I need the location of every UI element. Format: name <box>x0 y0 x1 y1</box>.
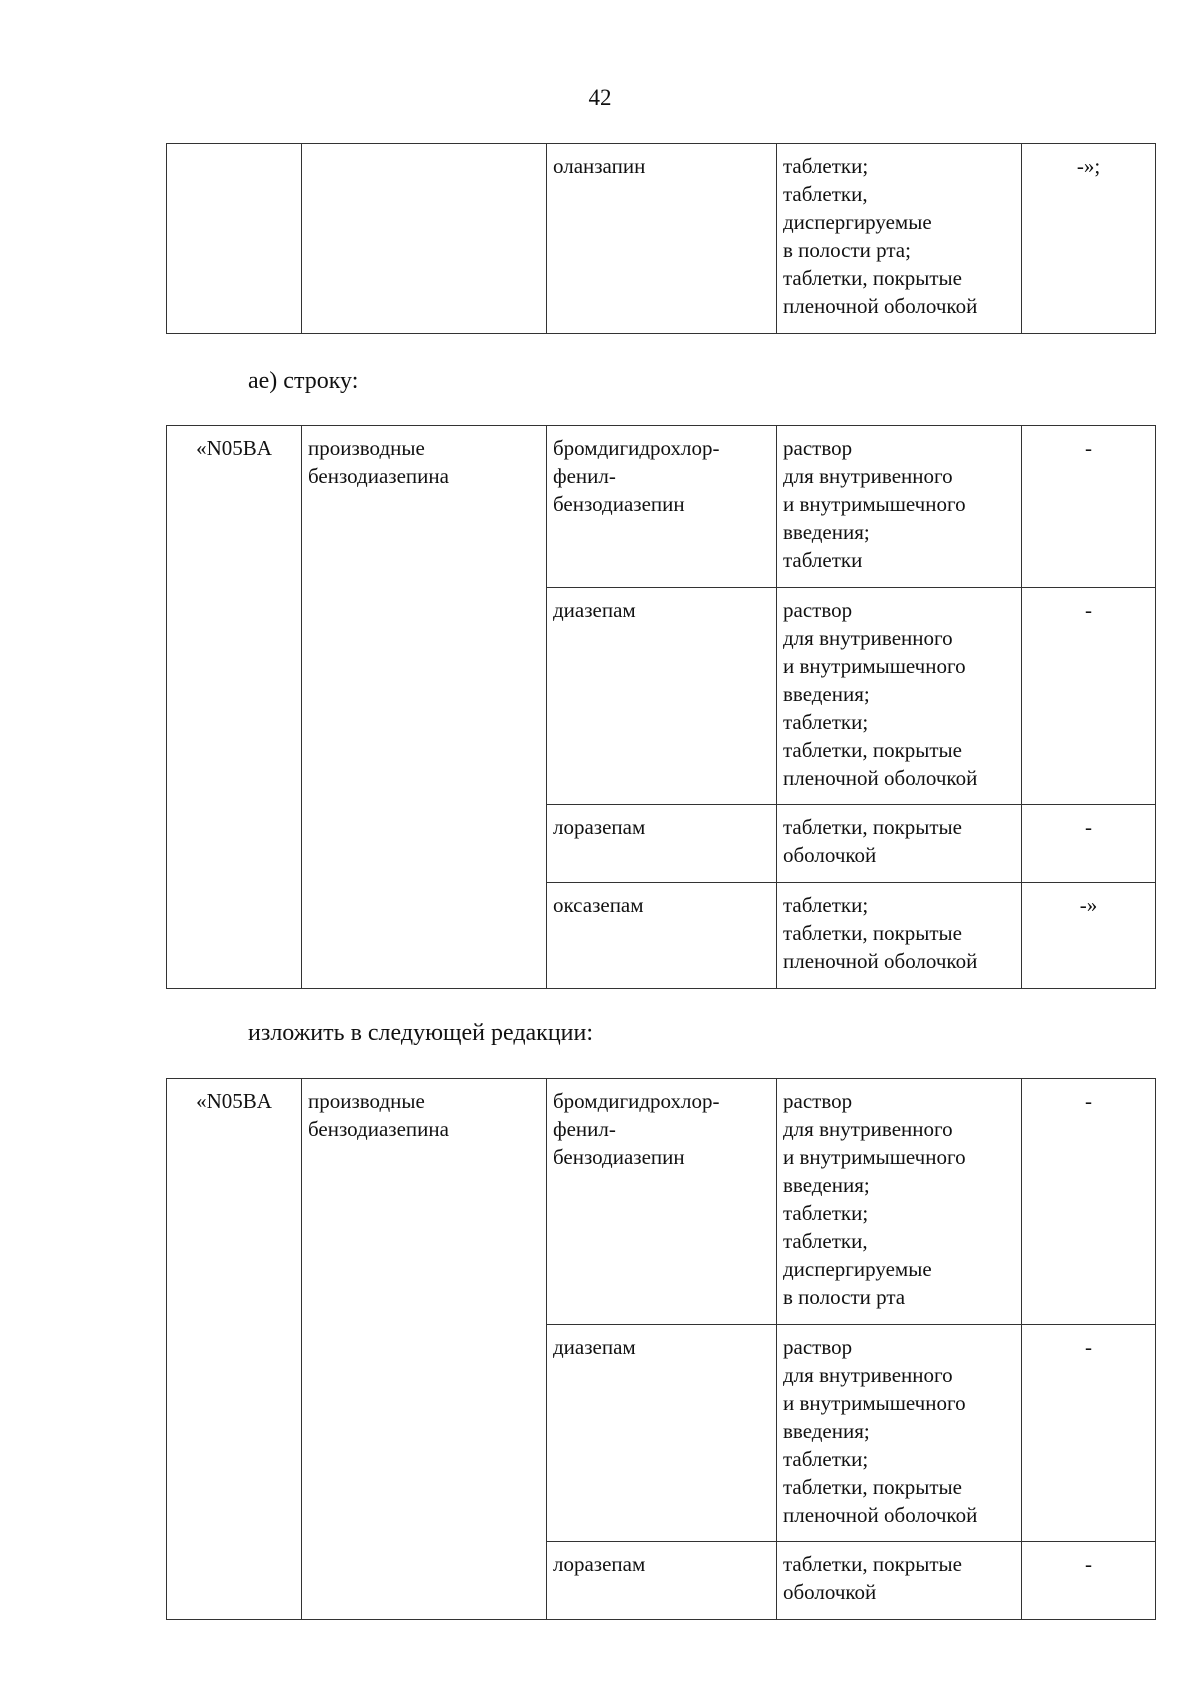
drug-cell: оксазепам <box>547 883 777 989</box>
dosage-forms-cell: раствор для внутривенного и внутримышечного введения; таблетки <box>777 426 1022 588</box>
dosage-forms-cell: таблетки; таблетки, диспергируемые в полости рта; таблетки, покрытые пленочной оболочкой <box>777 144 1022 334</box>
dosage-forms-cell: раствор для внутривенного и внутримышечного введения; таблетки; таблетки, покрытые пленочной оболочкой <box>777 588 1022 805</box>
atc-code-cell <box>167 144 302 334</box>
drug-cell: бромдигидрохлор- фенил- бензодиазепин <box>547 1079 777 1325</box>
note-cell: - <box>1022 426 1156 588</box>
table-old-n05ba <box>166 425 1156 989</box>
paragraph-new-edition-label: изложить в следующей редакции: <box>248 1020 594 1046</box>
atc-code-cell: «N05BA <box>167 426 302 989</box>
table-row <box>167 144 1156 334</box>
dosage-forms-cell: таблетки, покрытые оболочкой <box>777 1542 1022 1620</box>
note-cell: - <box>1022 1325 1156 1542</box>
dosage-forms-cell: таблетки, покрытые оболочкой <box>777 805 1022 883</box>
note-cell: -» <box>1022 883 1156 989</box>
group-cell: производные бензодиазепина <box>302 1079 547 1620</box>
dosage-forms-cell: таблетки; таблетки, покрытые пленочной оболочкой <box>777 883 1022 989</box>
note-cell: - <box>1022 805 1156 883</box>
drug-cell: лоразепам <box>547 1542 777 1620</box>
table-new-n05ba <box>166 1078 1156 1620</box>
paragraph-row-label: ае) строку: <box>248 368 359 394</box>
atc-code-cell: «N05BA <box>167 1079 302 1620</box>
drug-cell: оланзапин <box>547 144 777 334</box>
table-row <box>167 1079 1156 1325</box>
table-olanzapine <box>166 143 1156 334</box>
drug-cell: бромдигидрохлор- фенил- бензодиазепин <box>547 426 777 588</box>
group-cell: производные бензодиазепина <box>302 426 547 989</box>
table-row <box>167 426 1156 588</box>
note-cell: - <box>1022 1542 1156 1620</box>
drug-cell: диазепам <box>547 588 777 805</box>
drug-cell: диазепам <box>547 1325 777 1542</box>
dosage-forms-cell: раствор для внутривенного и внутримышечного введения; таблетки; таблетки, диспергируемые в полости рта <box>777 1079 1022 1325</box>
page-number: 42 <box>588 85 612 110</box>
dosage-forms-cell: раствор для внутривенного и внутримышечного введения; таблетки; таблетки, покрытые пленочной оболочкой <box>777 1325 1022 1542</box>
note-cell: -»; <box>1022 144 1156 334</box>
group-cell <box>302 144 547 334</box>
note-cell: - <box>1022 1079 1156 1325</box>
drug-cell: лоразепам <box>547 805 777 883</box>
note-cell: - <box>1022 588 1156 805</box>
